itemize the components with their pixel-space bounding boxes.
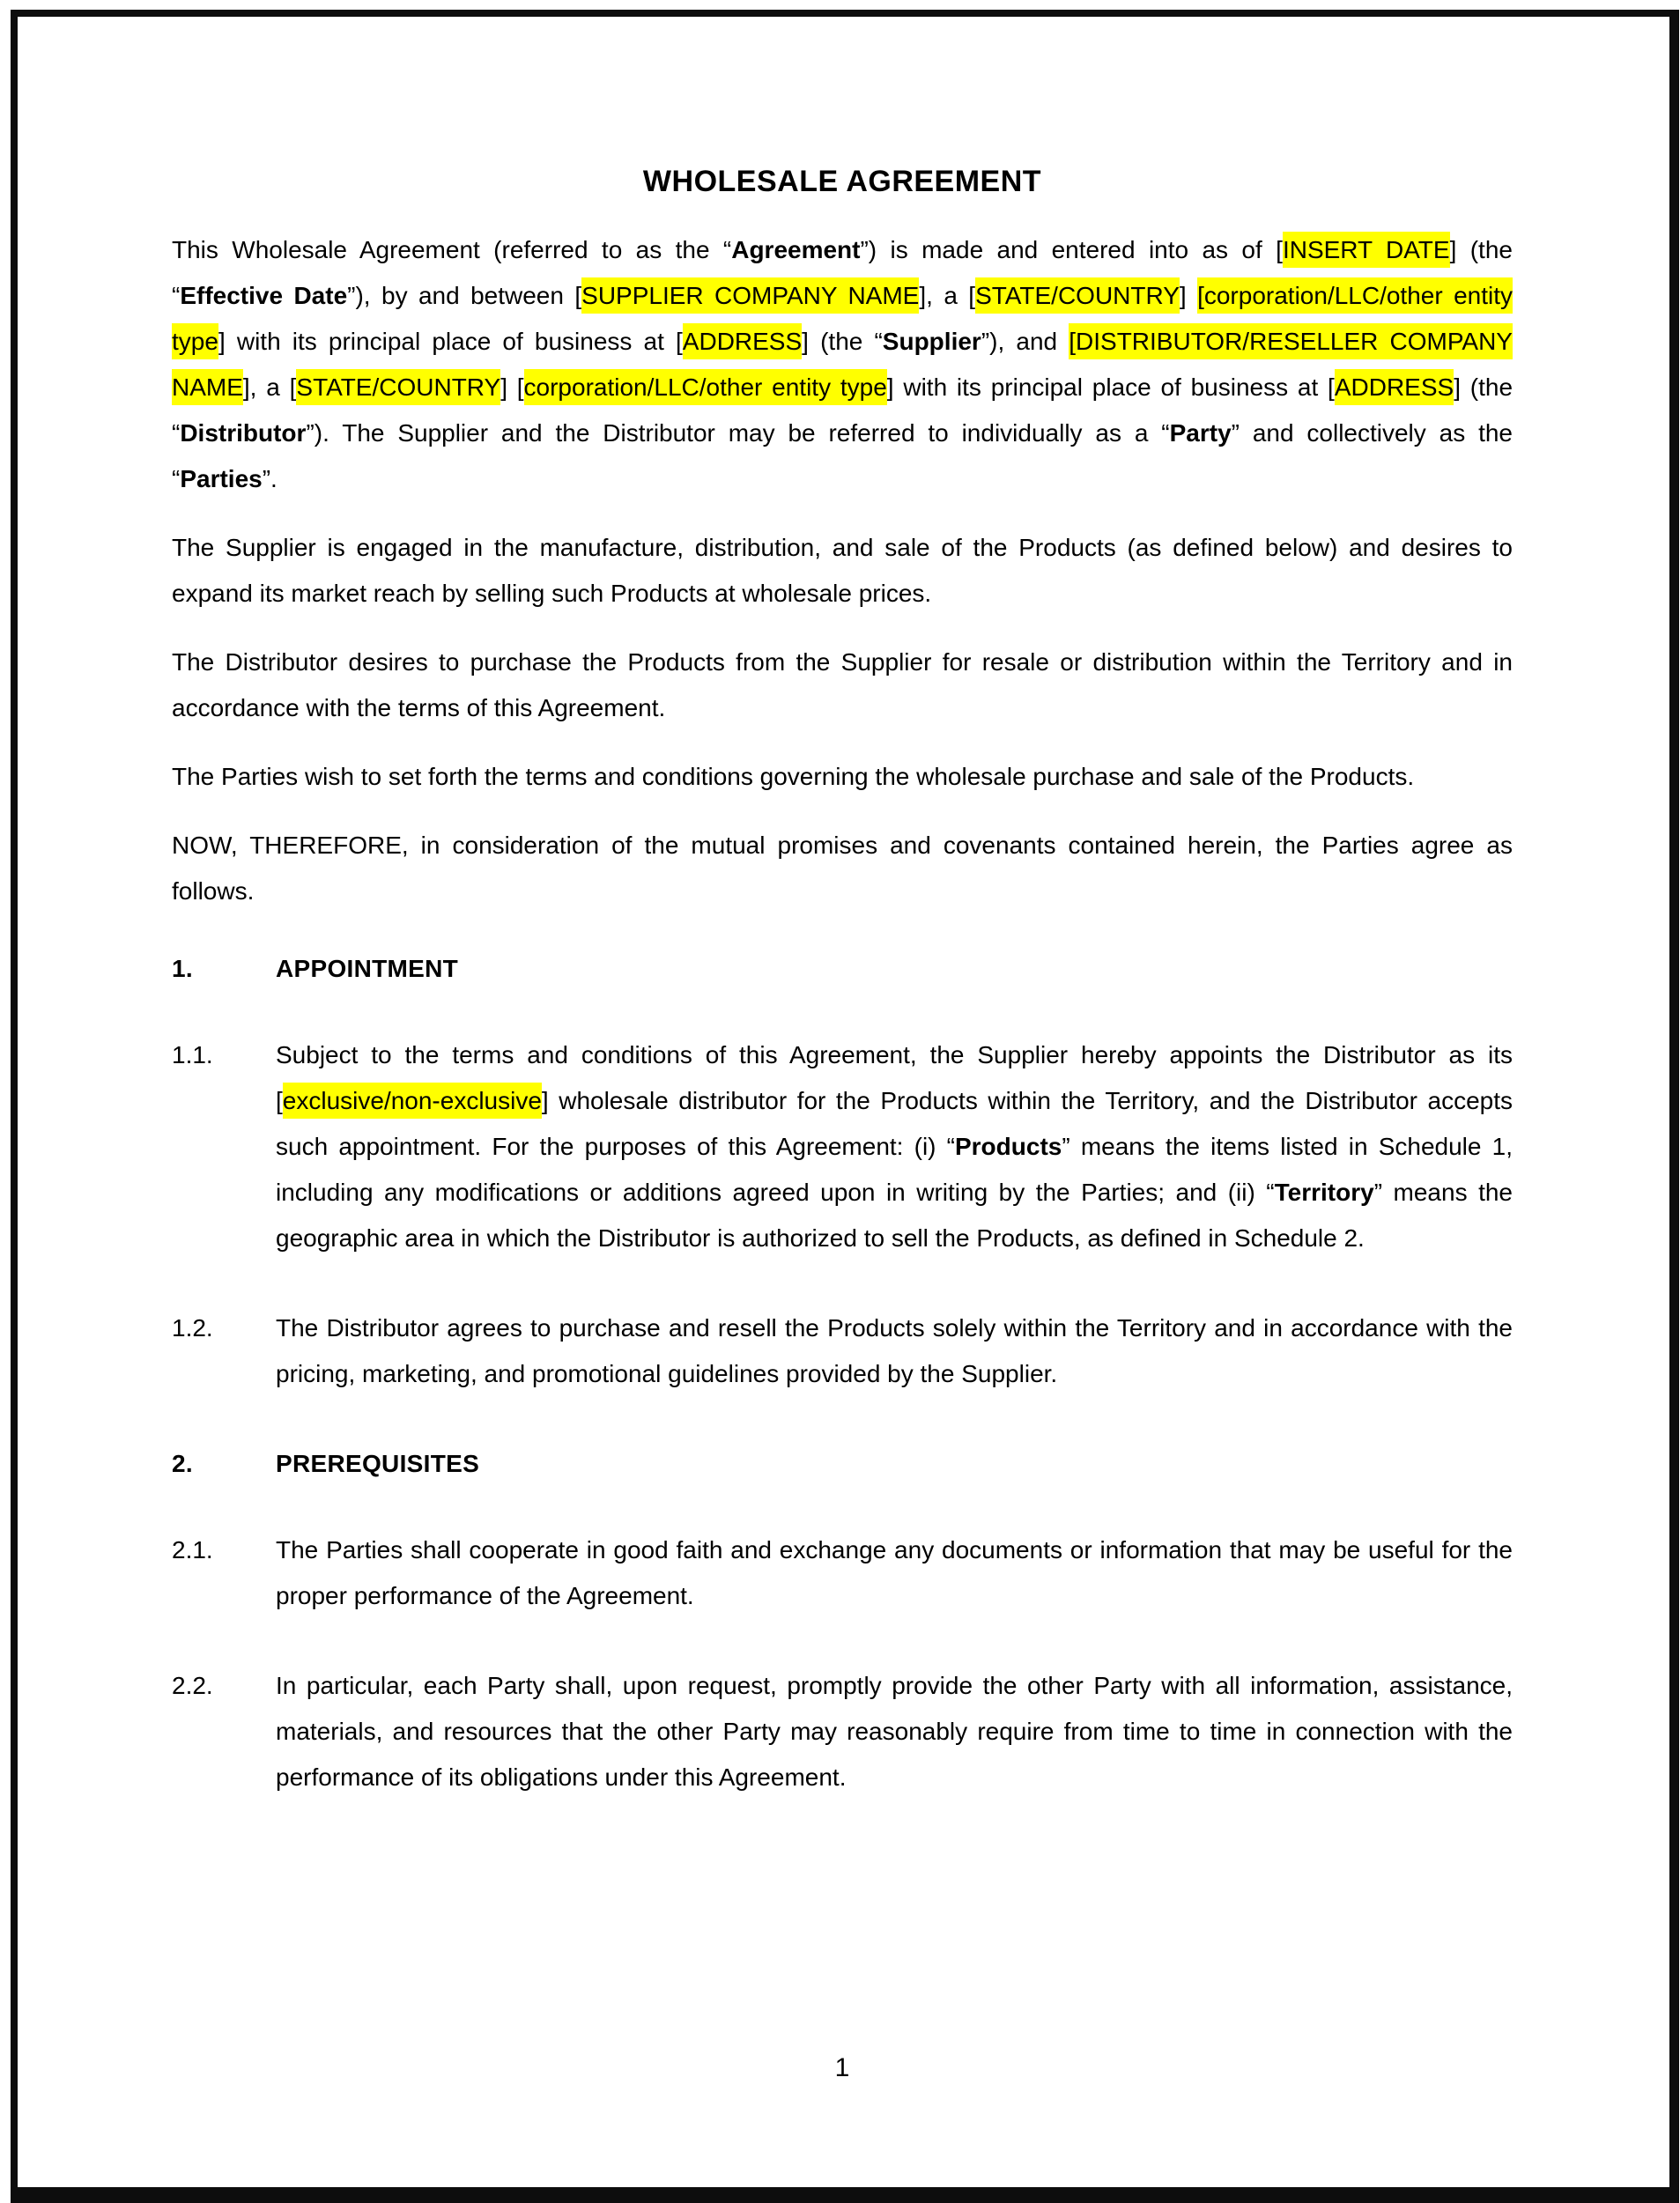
text-run: ] (the “: [172, 373, 1513, 447]
highlight-placeholder: SUPPLIER COMPANY NAME: [581, 277, 919, 314]
preamble-paragraph-5: [172, 823, 1513, 914]
highlight-placeholder: [corporation/LLC/other entity type: [172, 277, 1513, 359]
preamble-paragraph-3: [172, 639, 1513, 731]
clause-text: [276, 1305, 1513, 1397]
bold-term: Supplier: [882, 328, 981, 355]
sections: [172, 946, 1513, 1800]
clause-number: 1.1.: [172, 1041, 213, 1068]
text-run: The Parties wish to set forth the terms and conditions governing the wholesale purchase and sale of the Products.: [172, 763, 1415, 790]
bold-term: Products: [954, 1133, 1062, 1160]
section-heading-2: [172, 1441, 1513, 1487]
text-run: ” means the geographic area in which the Distributor is authorized to sell the Products, as defined in Schedule 2.: [276, 1179, 1513, 1252]
text-run: The Parties shall cooperate in good faith and exchange any documents or information that may be useful for the proper performance of the Agreement.: [276, 1536, 1513, 1609]
text-run: ”) is made and entered into as of [: [860, 236, 1283, 263]
clause-12: [172, 1305, 1513, 1397]
section-title: PREREQUISITES: [276, 1450, 480, 1477]
preamble-paragraph-4: [172, 754, 1513, 800]
text-run: ” and collectively as the “: [172, 419, 1513, 492]
text-run: ] (the “: [802, 328, 883, 355]
text-run: ]: [1179, 282, 1198, 309]
highlight-placeholder: corporation/LLC/other entity type: [524, 369, 887, 405]
text-run: ] [: [500, 373, 524, 401]
highlight-placeholder: ADDRESS: [683, 323, 802, 359]
text-run: ] (the “: [172, 236, 1513, 309]
clause-21: [172, 1527, 1513, 1619]
section-number: 1.: [172, 955, 193, 982]
highlight-placeholder: exclusive/non-exclusive: [283, 1083, 542, 1119]
text-run: ], a [: [242, 373, 297, 401]
highlight-placeholder: STATE/COUNTRY: [296, 369, 500, 405]
bold-term: Distributor: [180, 419, 307, 447]
highlight-placeholder: [DISTRIBUTOR/RESELLER COMPANY NAME: [172, 323, 1513, 405]
text-run: The Supplier is engaged in the manufacture, distribution, and sale of the Products (as defined below) and desires to expand its market reach by selling such Products at wholesale prices.: [172, 534, 1513, 607]
text-run: ”.: [262, 465, 278, 492]
document-title: WHOLESALE AGREEMENT: [642, 165, 1042, 198]
bold-term: Parties: [180, 465, 263, 492]
bold-term: Territory: [1274, 1179, 1374, 1206]
bold-term: Effective Date: [180, 282, 348, 309]
highlight-placeholder: STATE/COUNTRY: [975, 277, 1180, 314]
clause-11: [172, 1032, 1513, 1261]
page-number: 1: [834, 2053, 850, 2082]
preamble-paragraph-2: [172, 525, 1513, 617]
text-run: This Wholesale Agreement (referred to as the “: [172, 236, 732, 263]
text-run: In particular, each Party shall, upon request, promptly provide the other Party with all information, assistance, materials, and resources that the other Party may reasonably require from time to time in connection with the performance of its obligations under this Agreement.: [276, 1672, 1513, 1791]
clause-text: [276, 1663, 1513, 1800]
bold-term: Agreement: [731, 236, 861, 263]
text-run: ], a [: [919, 282, 976, 309]
text-run: ”). The Supplier and the Distributor may be referred to individually as a “: [306, 419, 1170, 447]
clause-number: 2.1.: [172, 1536, 213, 1564]
clause-text: [276, 1032, 1513, 1261]
highlight-placeholder: ADDRESS: [1335, 369, 1454, 405]
text-run: ”), by and between [: [347, 282, 582, 309]
highlight-placeholder: INSERT DATE: [1283, 232, 1450, 268]
text-run: ” means the items listed in Schedule 1, including any modifications or additions agreed upon in writing by the Parties; and (ii) “: [276, 1133, 1513, 1206]
text-run: Subject to the terms and conditions of this Agreement, the Supplier hereby appoints the Distributor as its [: [276, 1041, 1513, 1114]
section-heading-1: [172, 946, 1513, 992]
preamble: [172, 227, 1513, 914]
clause-number: 2.2.: [172, 1672, 213, 1699]
text-run: The Distributor desires to purchase the Products from the Supplier for resale or distribution within the Territory and in accordance with the terms of this Agreement.: [172, 648, 1513, 721]
clause-22: [172, 1663, 1513, 1800]
text-run: NOW, THEREFORE, in consideration of the mutual promises and covenants contained herein, the Parties agree as follows.: [172, 832, 1513, 905]
text-run: The Distributor agrees to purchase and resell the Products solely within the Territory and in accordance with the pricing, marketing, and promotional guidelines provided by the Supplier.: [276, 1314, 1513, 1387]
text-run: ”), and: [981, 328, 1069, 355]
clause-text: [276, 1527, 1513, 1619]
preamble-paragraph-1: [172, 227, 1513, 502]
section-number: 2.: [172, 1450, 193, 1477]
section-title: APPOINTMENT: [276, 955, 459, 982]
clause-number: 1.2.: [172, 1314, 213, 1342]
document-content: [172, 0, 1513, 1844]
text-run: ] with its principal place of business at [: [886, 373, 1335, 401]
bold-term: Party: [1169, 419, 1232, 447]
text-run: ] wholesale distributor for the Products within the Territory, and the Distributor accepts such appointment. For the purposes of this Agreement: (i) “: [276, 1087, 1513, 1160]
text-run: ] with its principal place of business at [: [218, 328, 683, 355]
